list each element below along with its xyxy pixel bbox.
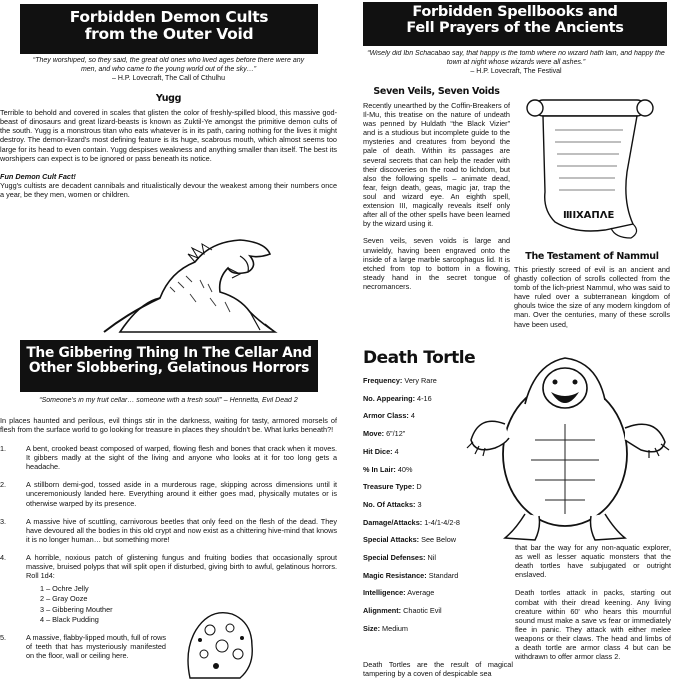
death-tortle-desc-right bbox=[515, 543, 671, 680]
stat-value: 4-16 bbox=[415, 393, 432, 403]
stat-label: Frequency: bbox=[363, 376, 403, 385]
stat-value: Average bbox=[405, 588, 435, 598]
roll-entry: 2 – Gray Ooze bbox=[40, 594, 88, 604]
list-item-number: 1. bbox=[0, 443, 7, 453]
stat-row bbox=[363, 588, 513, 597]
list-item bbox=[0, 480, 337, 507]
seven-veils-section bbox=[363, 86, 510, 336]
scroll-runes: ⅢⅨΑΠΛΕ bbox=[563, 210, 615, 221]
stat-value: Nil bbox=[425, 553, 437, 563]
stat-value: 1-4/1-4/2-8 bbox=[422, 517, 460, 527]
fungus-illustration bbox=[180, 600, 260, 680]
death-tortle-title: Death Tortle bbox=[363, 348, 476, 368]
stat-row bbox=[363, 553, 513, 562]
stat-value: 4 bbox=[392, 446, 399, 456]
gibbering-section bbox=[0, 397, 337, 680]
gibbering-banner-line1: The Gibbering Thing In The Cellar And bbox=[26, 345, 312, 361]
seven-veils-description: Seven veils, seven voids is large and unwieldy, having been engraved onto the inside of a large marble sarcophagus lid. It is etched from top to bottom in a flowing, steady hand in the secret tongue of necromancers. bbox=[363, 236, 510, 291]
stat-label: Alignment: bbox=[363, 606, 402, 616]
list-item-text: A massive, flabby-lipped mouth, full of rows of teeth that has mysteriously manifested on the floor, wall or ceiling here. bbox=[26, 632, 166, 660]
list-item-number: 5. bbox=[0, 632, 7, 642]
stat-label: Move: bbox=[363, 429, 385, 439]
list-item bbox=[0, 633, 166, 660]
list-item-number: 4. bbox=[0, 552, 7, 562]
gibbering-banner bbox=[20, 340, 318, 392]
death-tortle-desc-left bbox=[363, 660, 513, 680]
stat-value: Chaotic Evil bbox=[401, 606, 442, 616]
seven-veils-heading: Seven Veils, Seven Voids bbox=[373, 86, 500, 97]
yugg-dinosaur-illustration bbox=[100, 232, 300, 336]
yugg-body: Terrible to behold and covered in scales that glisten the color of freshly-spilled blood, this massive god-beast of dinosaurs and great lizard-beasts is known as Zuktil-Ye amongst the primitive demon cults of the south. Yugg is a monstrous titan who eats whatever is in its path, caring nothing for the lives it might destroy. The demon-lizard's most defining feature is its huge, scabrous mouth, which almost seems too large for its head to even contain. Yugg despises weakness and anything smaller than itself. The best its worshipers can expect is to be ignored or pass beneath its notice. bbox=[0, 108, 337, 163]
gibbering-list bbox=[0, 444, 337, 660]
stat-label: Treasure Type: bbox=[363, 482, 415, 492]
stat-label: Intelligence: bbox=[363, 588, 406, 598]
stat-row bbox=[363, 571, 513, 580]
stat-value: Very Rare bbox=[402, 376, 437, 385]
fun-fact-body: Yugg's cultists are decadent cannibals and ritualistically devour the weakest among their numbers once a year, be they men, women or children. bbox=[0, 180, 337, 199]
fun-fact-heading: Fun Demon Cult Fact! bbox=[0, 171, 76, 181]
cults-banner-line2: from the Outer Void bbox=[84, 25, 254, 44]
list-item-text: A horrible, noxious patch of glistening fungus and fruiting bodies that occasionally sprout massive, bruised polyps that will split open if disturbed, giving birth to awful, gelatinous horrors. Roll 1d4: bbox=[26, 552, 337, 581]
death-tortle-origin: Death Tortles are the result of magical tampering by a coven of despicable sea bbox=[363, 660, 513, 679]
stat-value: See Below bbox=[419, 535, 457, 545]
spellbooks-banner-line2: Fell Prayers of the Ancients bbox=[406, 19, 624, 36]
list-item-text: A massive hive of scuttling, carnivorous beetles that only feed on the flesh of the dead. They have devoured all the bodies in this old crypt and now exist as a chittering hive-mind that knows it is no longer human… but something more! bbox=[26, 516, 337, 544]
stat-label: Armor Class: bbox=[363, 411, 409, 421]
spellbooks-quote: “Wisely did Ibn Schacabao say, that happy is the tomb where no wizard hath lain, and happy the town at night whose wizards were all ashes.” bbox=[367, 50, 665, 66]
list-item-text: A stillborn demi-god, tossed aside in a murderous rage, skipping across dimensions until it unceremoniously landed here. Everything around it either goes mad, physically mutates or is otherwise warped by its presence. bbox=[26, 480, 337, 508]
roll-entry: 1 – Ochre Jelly bbox=[40, 584, 89, 594]
stat-value: 3 bbox=[415, 499, 422, 509]
stat-value: 40% bbox=[395, 464, 413, 474]
stat-label: Special Attacks: bbox=[363, 535, 420, 545]
stat-value: 6”/12” bbox=[384, 429, 406, 439]
stat-label: Size: bbox=[363, 623, 381, 633]
scroll-illustration bbox=[515, 92, 665, 242]
spellbooks-banner-line1: Forbidden Spellbooks and bbox=[412, 4, 618, 20]
death-tortle-illustration bbox=[465, 344, 675, 544]
stat-row bbox=[363, 624, 513, 633]
stat-label: No. Of Attacks: bbox=[363, 499, 416, 509]
stat-label: No. Appearing: bbox=[363, 393, 416, 403]
roll-entry: 3 – Gibbering Mouther bbox=[40, 604, 113, 614]
list-item bbox=[0, 553, 337, 624]
gibbering-banner-line2: Other Slobbering, Gelatinous Horrors bbox=[28, 360, 310, 377]
list-item-number: 2. bbox=[0, 480, 7, 490]
nammul-section bbox=[514, 251, 670, 341]
stat-label: Special Defenses: bbox=[363, 553, 426, 563]
stat-label: Damage/Attacks: bbox=[363, 517, 423, 527]
list-item bbox=[0, 517, 337, 544]
stat-value: 4 bbox=[408, 411, 415, 421]
list-item-text: A bent, crooked beast composed of warped, flowing flesh and bones that crack when it moves. It gibbers madly at the sight of the living and anyone who looks at it for too long gets a headache. bbox=[26, 443, 337, 472]
stat-label: Hit Dice: bbox=[363, 446, 393, 456]
cults-banner-line1: Forbidden Demon Cults bbox=[69, 8, 269, 26]
gibbering-intro: In places haunted and perilous, evil things stir in the darkness, waiting for tasty, armored morsels of flesh from the surface world to go looking for treasure in places they shouldn't be. What lurks beneath?! bbox=[0, 415, 337, 434]
spellbooks-quote-block bbox=[361, 50, 671, 82]
stat-value: Medium bbox=[380, 623, 409, 633]
nammul-heading: The Testament of Nammul bbox=[525, 251, 659, 262]
death-tortle-lair: that bar the way for any non-aquatic explorer, as well as lesser aquatic monsters that the death tortles have subjugated or outright enslaved. bbox=[515, 543, 671, 580]
stat-label: Magic Resistance: bbox=[363, 570, 427, 580]
cults-banner bbox=[20, 4, 318, 54]
cults-attribution: – H.P. Lovecraft, The Call of Cthulhu bbox=[112, 74, 225, 82]
list-item-number: 3. bbox=[0, 516, 7, 526]
gibbering-quote: “Someone's in my fruit cellar… someone with a fresh soul!” – Henrietta, Evil Dead 2 bbox=[39, 397, 298, 404]
seven-veils-body: Recently unearthed by the Coffin-Breakers of Il-Mu, this treatise on the nature of undeath was penned by Huldath “the Black Vizier” and is a studious but incomplete guide to the mysteries and creatures from beyond the pale of death. Within its passages are several secrets that can help the reader with their discoveries on the road to lichdom, but also the following spells – animate dead, fear, feign death, geas, magic jar, trap the soul and wizard eye. An eighth spell, extension III, magically reveals itself only after all of the other spells have been learned by the wizard using it. bbox=[363, 100, 510, 229]
spellbooks-banner bbox=[363, 2, 667, 46]
cults-quote: “They worshiped, so they said, the great old ones who lived ages before there were any men, and who came to the young world out of the sky…” bbox=[32, 57, 305, 73]
stat-value: D bbox=[414, 482, 422, 492]
cults-section bbox=[0, 57, 337, 232]
list-item bbox=[0, 444, 337, 471]
yugg-heading: Yugg bbox=[155, 93, 182, 105]
spellbooks-attribution: – H.P. Lovecraft, The Festival bbox=[470, 67, 562, 75]
stat-label: % In Lair: bbox=[363, 464, 396, 474]
stat-row bbox=[363, 606, 513, 615]
roll-entry: 4 – Black Pudding bbox=[40, 614, 99, 624]
nammul-body: This priestly screed of evil is an ancient and ghastly collection of scrolls collected from the tomb of the lich-priest Nammul, who was said to have ruled over a subterranean kingdom of ghouls twice the size of any modern kingdom of man. Over the centuries, many of these scrolls have been used, bbox=[514, 264, 670, 329]
stat-value: Standard bbox=[426, 570, 459, 580]
death-tortle-tactics: Death tortles attack in packs, starting out combat with their dread keening. Any living creature within 60' who hears this mournful sound must make a save vs fear or immediately flee in panic. They attack with either melee weapons or their claws. The head and limbs of a death tortle are armor class 4 but can be withdrawn to offer armor class 2. bbox=[515, 588, 671, 662]
